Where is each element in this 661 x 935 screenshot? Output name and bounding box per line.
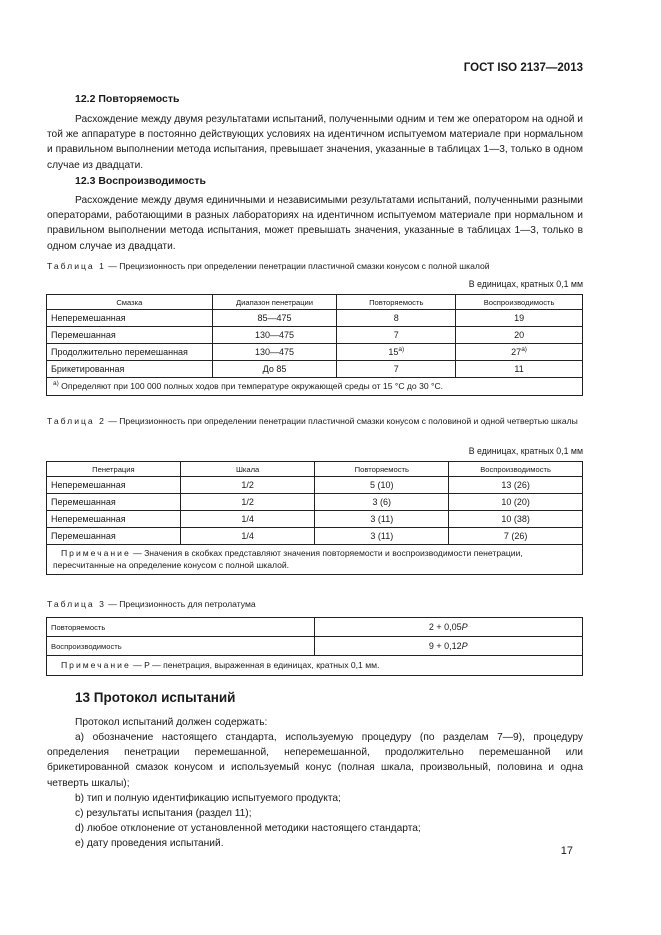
table-1-caption-text: — Прецизионность при определении пенетрации пластичной смазки конусом с полной шкалой	[105, 261, 490, 271]
table-3-caption	[47, 598, 587, 610]
section-13-title: 13 Протокол испытаний	[75, 690, 236, 705]
table-1-footnote-row	[47, 378, 583, 396]
column-header: Диапазон пенетрации	[212, 295, 337, 310]
list-item: а) обозначение настоящего стандарта, используемую процедуру (по разделам 7—9), процедуру определения пенетрации перемешанной, неперемешанной, продолжительно перемешанной или брикетированной смазок конусом и используемый конус (полная шкала, произвольный, половина и одна четверть шкалы);	[47, 732, 583, 789]
table-cell	[314, 618, 582, 637]
table-cell: Воспроизводимость	[47, 637, 315, 656]
note-label: Примечание	[61, 660, 131, 670]
note-text: — Значения в скобках представляют значения повторяемости и воспроизводимости пенетрации, пересчитанные на определение конусом с полной шкалой.	[53, 548, 523, 570]
column-header: Повторяемость	[337, 295, 456, 310]
footnote-text: Определяют при 100 000 полных ходов при температуре окружающей среды от 15 °C до 30 °C.	[61, 381, 444, 391]
table-2-units: В единицах, кратных 0,1 мм	[468, 446, 583, 456]
footnote-mark: a)	[521, 346, 527, 353]
table-cell: 130—475	[212, 344, 337, 361]
table-cell: Неперемешанная	[47, 477, 181, 494]
table-2-caption-text: — Прецизионность при определении пенетрации пластичной смазки конусом с половиной и одной четвертью шкалы	[105, 416, 578, 426]
table-cell: Неперемешанная	[47, 511, 181, 528]
table-cell: 3 (6)	[315, 494, 449, 511]
table-cell: Неперемешанная	[47, 310, 213, 327]
table-row	[47, 637, 583, 656]
table-cell: 13 (26)	[449, 477, 583, 494]
table-cell: 5 (10)	[315, 477, 449, 494]
table-3-note	[47, 656, 583, 676]
table-cell	[314, 637, 582, 656]
list-item: d) любое отклонение от установленной методики настоящего стандарта;	[75, 823, 421, 834]
formula-variable: P	[461, 641, 468, 651]
section-12-3-text: Расхождение между двумя единичными и независимыми результатами испытаний, полученными разными операторами, работающими в разных лабораториях на идентичном испытуемом материале при нормальном и правильном выполнении метода испытания, может превышать значения, указанные в таблицах 1—3, только в одном случае из двадцати.	[47, 195, 583, 252]
section-12-3-title: 12.3 Воспроизводимость	[75, 175, 206, 187]
table-cell: 85—475	[212, 310, 337, 327]
note-text: — P — пенетрация, выраженная в единицах, кратных 0,1 мм.	[130, 660, 380, 670]
table-cell: 1/2	[180, 477, 315, 494]
table-cell	[337, 344, 456, 361]
table-2	[46, 461, 583, 575]
table-cell: Брикетированная	[47, 361, 213, 378]
table-cell: До 85	[212, 361, 337, 378]
table-3-label: Таблица 3	[47, 599, 106, 609]
cell-value: 27	[511, 347, 522, 357]
table-cell: 7	[337, 361, 456, 378]
section-12-2-title: 12.2 Повторяемость	[75, 93, 180, 105]
table-cell: 11	[456, 361, 583, 378]
table-2-caption	[47, 415, 587, 427]
table-3	[46, 617, 583, 676]
table-cell: 10 (38)	[449, 511, 583, 528]
list-item: e) дату проведения испытаний.	[75, 838, 224, 849]
note-label: Примечание	[61, 548, 131, 558]
page-number: 17	[560, 845, 573, 857]
column-header: Воспроизводимость	[456, 295, 583, 310]
table-row	[47, 310, 583, 327]
table-1-label: Таблица 1	[47, 261, 106, 271]
table-cell: 1/4	[180, 511, 315, 528]
table-cell: 3 (11)	[315, 528, 449, 545]
table-cell: 3 (11)	[315, 511, 449, 528]
table-row	[47, 494, 583, 511]
column-header: Смазка	[47, 295, 213, 310]
table-cell: 1/2	[180, 494, 315, 511]
table-row	[47, 477, 583, 494]
table-cell: Повторяемость	[47, 618, 315, 637]
section-12-2-text: Расхождение между двумя результатами испытаний, полученными одним и тем же оператором на одной и той же аппаратуре в постоянно действующих условиях на идентичном испытуемом материале при нормальном и правильном выполнении метода испытания, превышает значения, указанные в таблицах 1—3, только в одном случае из двадцати.	[47, 114, 583, 171]
table-row	[47, 511, 583, 528]
table-cell: 130—475	[212, 327, 337, 344]
column-header: Пенетрация	[47, 462, 181, 477]
table-cell: 19	[456, 310, 583, 327]
table-3-note-row	[47, 656, 583, 676]
table-cell: 7	[337, 327, 456, 344]
table-cell: 7 (26)	[449, 528, 583, 545]
table-1-footnote	[47, 378, 583, 396]
table-2-note	[47, 545, 583, 575]
table-1-header-row	[47, 295, 583, 310]
formula-text: 9 + 0,12	[428, 641, 462, 651]
table-cell	[456, 344, 583, 361]
column-header: Шкала	[180, 462, 315, 477]
list-item: b) тип и полную идентификацию испытуемого продукта;	[75, 793, 341, 804]
section-13-intro: Протокол испытаний должен содержать:	[75, 717, 268, 728]
formula-variable: P	[461, 622, 468, 632]
table-3-caption-text: — Прецизионность для петролатума	[105, 599, 256, 609]
formula-text: 2 + 0,05	[428, 622, 462, 632]
column-header: Повторяемость	[315, 462, 449, 477]
table-2-header-row	[47, 462, 583, 477]
table-row	[47, 361, 583, 378]
table-cell: 20	[456, 327, 583, 344]
table-1-units: В единицах, кратных 0,1 мм	[468, 279, 583, 289]
table-cell: Перемешанная	[47, 494, 181, 511]
cell-value: 15	[388, 347, 399, 357]
table-cell: Перемешанная	[47, 327, 213, 344]
table-1	[46, 294, 583, 396]
table-cell: Продолжительно перемешанная	[47, 344, 213, 361]
table-row	[47, 618, 583, 637]
table-cell: 1/4	[180, 528, 315, 545]
list-item: c) результаты испытания (раздел 11);	[75, 808, 252, 819]
standard-designation: ГОСТ ISO 2137—2013	[463, 62, 583, 74]
table-cell: 10 (20)	[449, 494, 583, 511]
footnote-mark: a)	[53, 380, 59, 387]
column-header: Воспроизводимость	[449, 462, 583, 477]
footnote-mark: a)	[398, 346, 405, 353]
table-2-label: Таблица 2	[47, 416, 106, 426]
table-cell: 8	[337, 310, 456, 327]
table-row	[47, 327, 583, 344]
table-2-note-row	[47, 545, 583, 575]
table-row	[47, 528, 583, 545]
table-1-caption	[47, 260, 587, 272]
table-row	[47, 344, 583, 361]
table-cell: Перемешанная	[47, 528, 181, 545]
